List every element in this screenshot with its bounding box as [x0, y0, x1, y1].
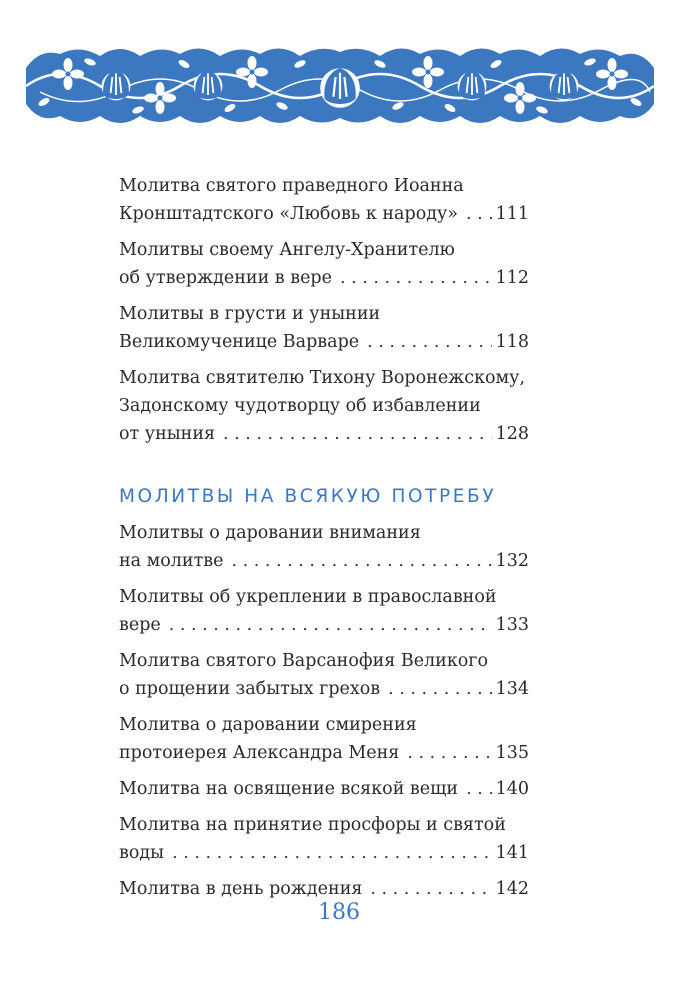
- dot-leader: [172, 839, 492, 867]
- toc-entry-title: вере: [119, 615, 161, 635]
- toc-entry-line: Молитвы в грусти и унынии: [119, 304, 381, 324]
- toc-page-number: 112: [495, 268, 529, 288]
- floral-ornament-border-icon: [20, 40, 660, 132]
- toc-entry-line: Молитва о даровании смирения: [119, 715, 417, 735]
- toc-entry-118[interactable]: [119, 300, 529, 356]
- dot-leader: [231, 547, 491, 575]
- toc-page-number: 140: [495, 779, 529, 799]
- toc-page-number: 132: [495, 551, 529, 571]
- dot-leader: [223, 420, 492, 448]
- toc-page-number: 133: [495, 615, 529, 635]
- toc-entry-title: протоиерея Александра Меня: [119, 743, 400, 763]
- toc-entry-title: Молитва в день рождения: [119, 879, 363, 899]
- toc-entry-134[interactable]: [119, 647, 529, 703]
- toc-entry-128[interactable]: [119, 364, 529, 448]
- toc-entry-line: Задонскому чудотворцу об избавлении: [119, 396, 481, 416]
- toc-entry-line: Молитва святого праведного Иоанна: [119, 176, 464, 196]
- toc-entry-line: Молитвы о даровании внимания: [119, 523, 421, 543]
- toc-entry-title: об утверждении в вере: [119, 268, 332, 288]
- toc-entry-132[interactable]: [119, 519, 529, 575]
- toc-entry-142[interactable]: [119, 875, 529, 903]
- toc-entry-title: Кронштадтского «Любовь к народу»: [119, 204, 459, 224]
- dot-leader: [367, 328, 491, 356]
- dot-leader: [169, 611, 492, 639]
- toc-entry-141[interactable]: [119, 811, 529, 867]
- dot-leader: [466, 200, 492, 228]
- toc-page-number: 141: [495, 843, 529, 863]
- toc-entry-title: Великомученице Варваре: [119, 332, 360, 352]
- toc-entry-line: Молитва святителю Тихону Воронежскому,: [119, 368, 526, 388]
- toc-entry-title: о прощении забытых грехов: [119, 679, 381, 699]
- toc-entry-112[interactable]: [119, 236, 529, 292]
- dot-leader: [407, 739, 491, 767]
- toc-page-number: 135: [495, 743, 529, 763]
- toc-entry-133[interactable]: [119, 583, 529, 639]
- section-title: МОЛИТВЫ НА ВСЯКУЮ ПОТРЕБУ: [119, 486, 497, 507]
- toc-entry-line: Молитва святого Варсанофия Великого: [119, 651, 489, 671]
- toc-entry-111[interactable]: [119, 172, 529, 228]
- dot-leader: [340, 264, 492, 292]
- toc-entry-line: Молитвы об укреплении в православной: [119, 587, 497, 607]
- dot-leader: [388, 675, 491, 703]
- toc-entry-title: на молитве: [119, 551, 224, 571]
- toc-entry-140[interactable]: [119, 775, 529, 803]
- toc-page-number: 134: [495, 679, 529, 699]
- toc-entry-135[interactable]: [119, 711, 529, 767]
- toc-entry-title: воды: [119, 843, 165, 863]
- toc-page-number: 118: [495, 332, 529, 352]
- toc-page-number: 128: [495, 424, 529, 444]
- dot-leader: [370, 875, 491, 903]
- table-of-contents: [119, 172, 529, 911]
- toc-entry-line: Молитвы своему Ангелу-Хранителю: [119, 240, 455, 260]
- toc-page-number: 111: [495, 204, 529, 224]
- toc-page-number: 142: [495, 879, 529, 899]
- toc-entry-title: от уныния: [119, 424, 216, 444]
- page-number: 186: [318, 900, 360, 925]
- toc-entry-title: Молитва на освящение всякой вещи: [119, 779, 459, 799]
- dot-leader: [466, 775, 492, 803]
- toc-entry-line: Молитва на принятие просфоры и святой: [119, 815, 506, 835]
